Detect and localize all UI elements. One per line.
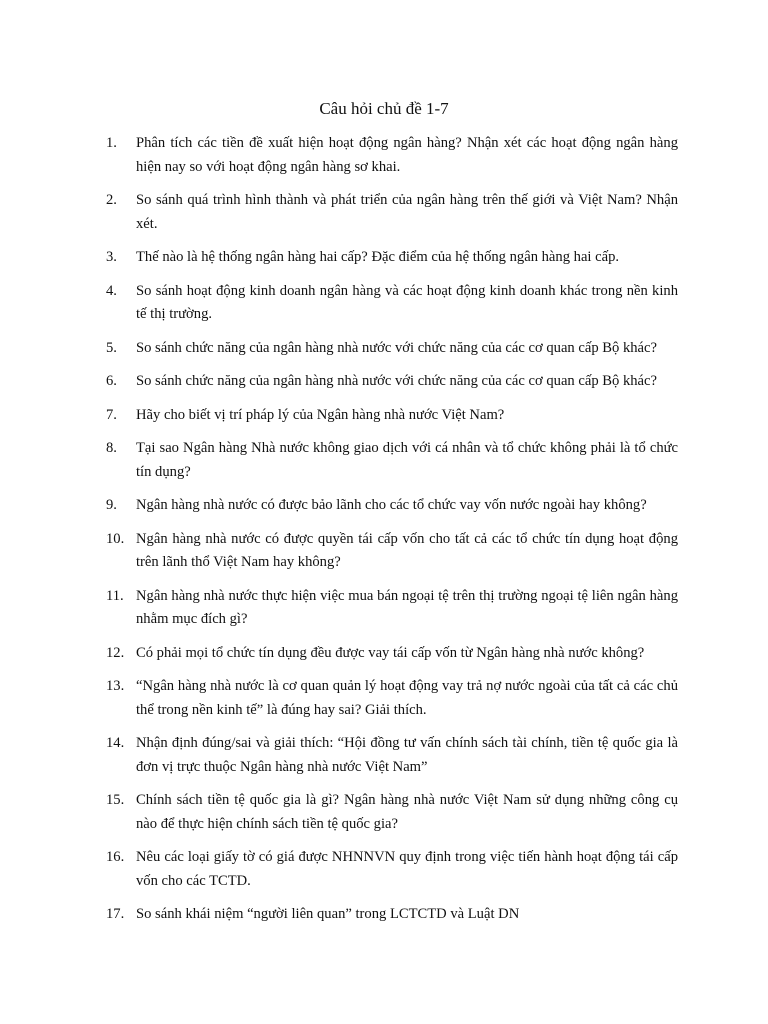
question-item: [106, 246, 678, 270]
question-item: [106, 280, 678, 327]
question-number: 6.: [106, 373, 117, 389]
question-number: 9.: [106, 497, 117, 513]
question-text: Ngân hàng nhà nước có được quyền tái cấp vốn cho tất cả các tổ chức tín dụng hoạt động trên lãnh thổ Việt Nam hay không?: [136, 530, 678, 570]
question-number: 10.: [106, 530, 125, 547]
question-item: [106, 789, 678, 836]
question-text: Ngân hàng nhà nước có được bảo lãnh cho các tổ chức vay vốn nước ngoài hay không?: [136, 497, 647, 513]
question-number: 1.: [106, 135, 117, 151]
question-text: Chính sách tiền tệ quốc gia là gì? Ngân hàng nhà nước Việt Nam sử dụng những công cụ nào để thực hiện chính sách tiền tệ quốc gia?: [136, 792, 678, 832]
question-item: [106, 337, 678, 361]
question-number: 16.: [106, 849, 125, 865]
document-title: Câu hỏi chủ đề 1-7: [319, 99, 449, 118]
question-text: Có phải mọi tổ chức tín dụng đều được vay tái cấp vốn từ Ngân hàng nhà nước không?: [136, 644, 645, 661]
question-item: [106, 846, 678, 893]
question-number: 15.: [106, 792, 125, 808]
question-text: Phân tích các tiền đề xuất hiện hoạt động ngân hàng? Nhận xét các hoạt động ngân hàng hiện nay so với hoạt động ngân hàng sơ khai.: [136, 135, 678, 175]
question-text: So sánh khái niệm “người liên quan” trong LCTCTD và Luật DN: [136, 906, 520, 922]
question-item: [106, 903, 678, 927]
question-text: So sánh chức năng của ngân hàng nhà nước với chức năng của các cơ quan cấp Bộ khác?: [136, 339, 657, 356]
question-number: 11.: [106, 587, 124, 604]
question-text: Nêu các loại giấy tờ có giá được NHNNVN quy định trong việc tiến hành hoạt động tái cấp vốn cho các TCTD.: [136, 849, 678, 889]
question-text: “Ngân hàng nhà nước là cơ quan quản lý hoạt động vay trả nợ nước ngoài của tất cả các chủ thể trong nền kinh tế” là đúng hay sai? Giải thích.: [136, 678, 678, 718]
question-item: [106, 642, 678, 666]
question-item: [106, 404, 678, 428]
question-text: So sánh chức năng của ngân hàng nhà nước với chức năng của các cơ quan cấp Bộ khác?: [136, 373, 657, 389]
question-item: [106, 675, 678, 722]
question-item: [106, 370, 678, 394]
question-text: So sánh quá trình hình thành và phát triển của ngân hàng trên thế giới và Việt Nam? Nhận xét.: [136, 192, 678, 232]
question-item: [106, 585, 678, 632]
question-item: [106, 132, 678, 179]
question-number: 8.: [106, 440, 117, 456]
question-number: 4.: [106, 282, 117, 299]
question-item: [106, 732, 678, 779]
question-text: Tại sao Ngân hàng Nhà nước không giao dịch với cá nhân và tổ chức không phải là tổ chức tín dụng?: [136, 440, 678, 480]
question-number: 2.: [106, 192, 117, 208]
question-item: [106, 494, 678, 518]
question-text: Ngân hàng nhà nước thực hiện việc mua bán ngoại tệ trên thị trường ngoại tệ liên ngân hàng nhằm mục đích gì?: [136, 587, 678, 627]
question-list: [106, 132, 678, 937]
question-number: 5.: [106, 339, 117, 356]
question-item: [106, 528, 678, 575]
question-number: 3.: [106, 249, 117, 265]
question-number: 14.: [106, 735, 125, 751]
question-number: 7.: [106, 406, 117, 423]
question-text: Nhận định đúng/sai và giải thích: “Hội đồng tư vấn chính sách tài chính, tiền tệ quốc gia là đơn vị trực thuộc Ngân hàng nhà nước Việt Nam”: [136, 735, 678, 775]
question-number: 12.: [106, 644, 125, 661]
question-number: 17.: [106, 906, 125, 922]
question-text: Hãy cho biết vị trí pháp lý của Ngân hàng nhà nước Việt Nam?: [136, 406, 505, 423]
question-number: 13.: [106, 678, 125, 694]
question-text: Thế nào là hệ thống ngân hàng hai cấp? Đặc điểm của hệ thống ngân hàng hai cấp.: [136, 249, 620, 265]
question-item: [106, 189, 678, 236]
question-item: [106, 437, 678, 484]
question-text: So sánh hoạt động kinh doanh ngân hàng và các hoạt động kinh doanh khác trong nền kinh tế thị trường.: [136, 282, 678, 322]
